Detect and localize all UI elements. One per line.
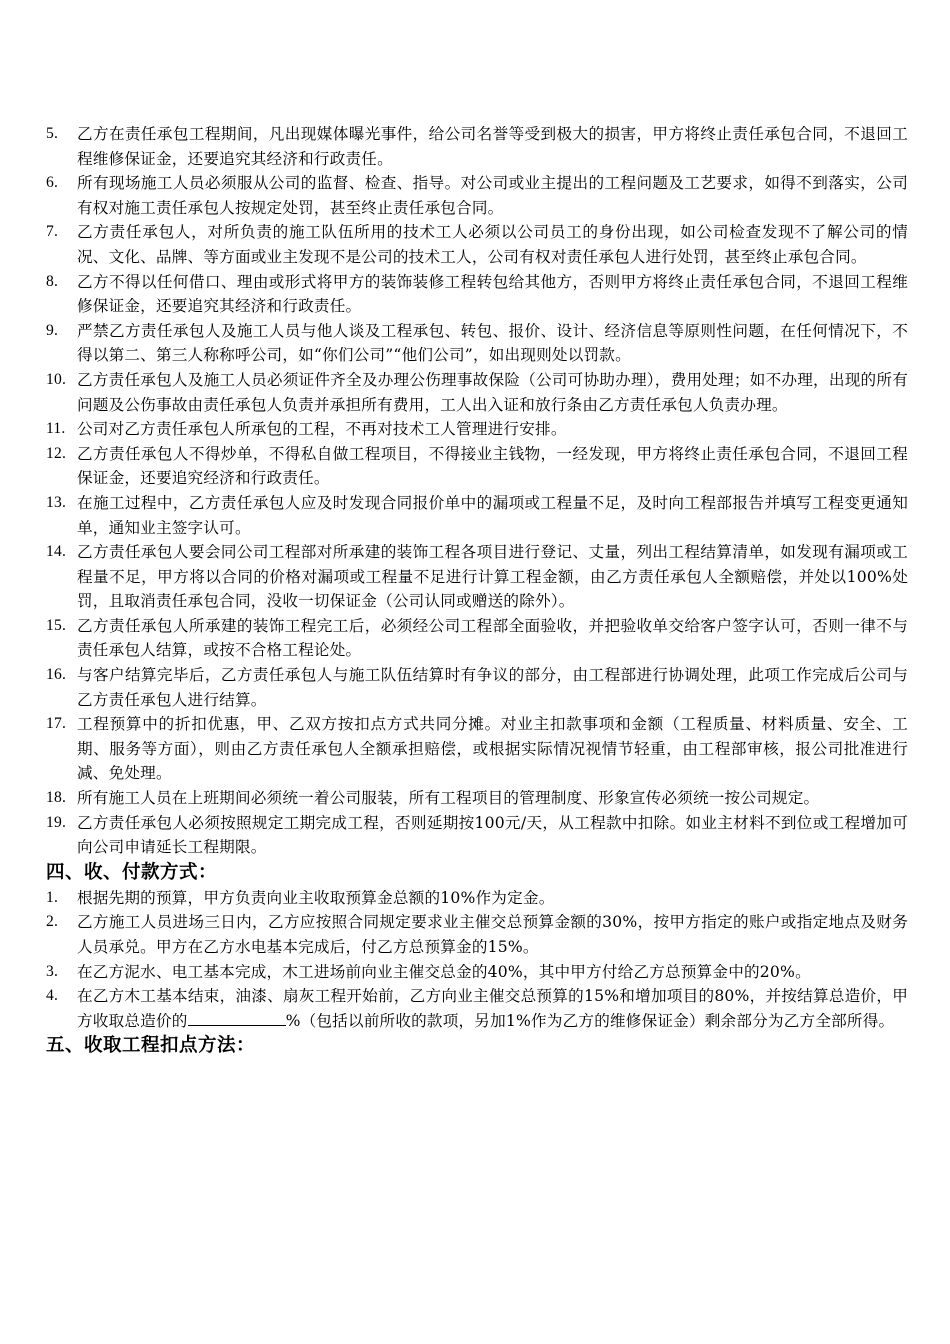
section-four-list (46, 886, 908, 1034)
list-item: 12. 乙方责任承包人不得炒单，不得私自做工程项目，不得接业主钱物，一经发现，甲方将终止责任承包合同，不退回工程保证金，还要追究经济和行政责任。 (46, 444, 908, 488)
list-item-text: 根据先期的预算，甲方负责向业主收取预算金总额的10%作为定金。 (77, 888, 555, 907)
list-item: 1. 根据先期的预算，甲方负责向业主收取预算金总额的10%作为定金。 (46, 888, 555, 907)
list-item: 8. 乙方不得以任何借口、理由或形式将甲方的装饰装修工程转包给其他方，否则甲方将终止责任承包合同，不退回工程维修保证金，还要追究其经济和行政责任。 (46, 272, 908, 316)
list-item: 19. 乙方责任承包人必须按照规定工期完成工程，否则延期按100元/天，从工程款中扣除。如业主材料不到位或工程增加可向公司申请延长工程期限。 (46, 813, 908, 857)
list-item: 15. 乙方责任承包人所承建的装饰工程完工后，必须经公司工程部全面验收，并把验收单交给客户签字认可，否则一律不与责任承包人结算，或按不合格工程论处。 (46, 616, 908, 660)
list-item-text: 乙方不得以任何借口、理由或形式将甲方的装饰装修工程转包给其他方，否则甲方将终止责任承包合同，不退回工程维修保证金，还要追究其经济和行政责任。 (77, 272, 908, 316)
list-item: 16. 与客户结算完毕后，乙方责任承包人与施工队伍结算时有争议的部分，由工程部进行协调处理，此项工作完成后公司与乙方责任承包人进行结算。 (46, 666, 908, 709)
list-item-text: 乙方责任承包人，对所负责的施工队伍所用的技术工人必须以公司员工的身份出现，如公司检查发现不了解公司的情况、文化、品牌、等方面或业主发现不是公司的技术工人，公司有权对责任承包人进行处罚，甚至终止承包合同。 (77, 223, 908, 266)
list-item-text: 乙方在责任承包工程期间，凡出现媒体曝光事件，给公司名誉等受到极大的损害，甲方将终止责任承包合同，不退回工程维修保证金，还要追究其经济和行政责任。 (77, 125, 908, 168)
list-item-text: 工程预算中的折扣优惠，甲、乙双方按扣点方式共同分摊。对业主扣款事项和金额（工程质量、材料质量、安全、工期、服务等方面），则由乙方责任承包人全额承担赔偿，或根据实际情况视情节轻重，由工程部审核，报公司批准进行减、免处理。 (77, 715, 908, 783)
list-item: 7. 乙方责任承包人，对所负责的施工队伍所用的技术工人必须以公司员工的身份出现，如公司检查发现不了解公司的情况、文化、品牌、等方面或业主发现不是公司的技术工人，公司有权对责任承包人进行处罚，甚至终止承包合同。 (46, 223, 908, 266)
list-item: 14. 乙方责任承包人要会同公司工程部对所承建的装饰工程各项目进行登记、丈量，列出工程结算清单，如发现有漏项或工程量不足，甲方将以合同的价格对漏项或工程量不足进行计算工程金额，由乙方责任承包人全额赔偿，并处以100%处罚，且取消责任承包合同，没收一切保证金（公司认同或赠送的除外）。 (46, 543, 908, 611)
list-item: 10. 乙方责任承包人及施工人员必须证件齐全及办理公伤理事故保险（公司可协助办理），费用处理；如不办理，出现的所有问题及公伤事故由责任承包人负责并承担所有费用，工人出入证和放行条由乙方责任承包人负责办理。 (46, 370, 908, 414)
list-item-text: 在乙方泥水、电工基本完成，木工进场前向业主催交总金的40%，其中甲方付给乙方总预算金中的20%。 (77, 962, 811, 981)
document-page (46, 122, 908, 1059)
section-three-list (46, 122, 908, 860)
list-item: 5. 乙方在责任承包工程期间，凡出现媒体曝光事件，给公司名誉等受到极大的损害，甲方将终止责任承包合同，不退回工程维修保证金，还要追究其经济和行政责任。 (46, 125, 908, 168)
list-item-text: 与客户结算完毕后，乙方责任承包人与施工队伍结算时有争议的部分，由工程部进行协调处理，此项工作完成后公司与乙方责任承包人进行结算。 (77, 666, 908, 709)
list-item-text: 公司对乙方责任承包人所承包的工程，不再对技术工人管理进行安排。 (77, 420, 567, 439)
list-item-text: 严禁乙方责任承包人及施工人员与他人谈及工程承包、转包、报价、设计、经济信息等原则性问题，在任何情况下，不得以第二、第三人称称呼公司，如“你们公司”“他们公司”，如出现则处以罚款。 (77, 321, 908, 365)
list-item: 4. 在乙方木工基本结束，油漆、扇灰工程开始前，乙方向业主催交总预算的15%和增加项目的80%，并按结算总造价，甲方收取总造价的 %（包括以前所收的款项，另加1%作为乙方的维修保证金）剩余部分为乙方全部所得。 (46, 987, 908, 1030)
list-item: 18. 所有施工人员在上班期间必须统一着公司服装，所有工程项目的管理制度、形象宣传必须统一按公司规定。 (46, 789, 820, 808)
fill-in-blank[interactable] (188, 1011, 286, 1026)
list-item: 3. 在乙方泥水、电工基本完成，木工进场前向业主催交总金的40%，其中甲方付给乙方总预算金中的20%。 (46, 962, 811, 981)
list-item-text: 乙方责任承包人必须按照规定工期完成工程，否则延期按100元/天，从工程款中扣除。如业主材料不到位或工程增加可向公司申请延长工程期限。 (77, 813, 908, 857)
list-item: 11. 公司对乙方责任承包人所承包的工程，不再对技术工人管理进行安排。 (46, 420, 567, 439)
list-item-text: 所有现场施工人员必须服从公司的监督、检查、指导。对公司或业主提出的工程问题及工艺要求，如得不到落实，公司有权对施工责任承包人按规定处罚，甚至终止责任承包合同。 (77, 174, 908, 217)
list-item-text: 所有施工人员在上班期间必须统一着公司服装，所有工程项目的管理制度、形象宣传必须统一按公司规定。 (77, 789, 820, 808)
section-five-heading: 五、收取工程扣点方法： (46, 1035, 256, 1057)
list-item-text: 乙方责任承包人及施工人员必须证件齐全及办理公伤理事故保险（公司可协助办理），费用处理；如不办理，出现的所有问题及公伤事故由责任承包人负责并承担所有费用，工人出入证和放行条由乙方责任承包人负责办理。 (77, 370, 908, 414)
list-item-text: 乙方施工人员进场三日内，乙方应按照合同规定要求业主催交总预算金额的30%，按甲方指定的账户或指定地点及财务人员承兑。甲方在乙方水电基本完成后，付乙方总预算金的15%。 (77, 913, 908, 956)
list-item: 9. 严禁乙方责任承包人及施工人员与他人谈及工程承包、转包、报价、设计、经济信息等原则性问题，在任何情况下，不得以第二、第三人称称呼公司，如“你们公司”“他们公司”，如出现则处以罚款。 (46, 321, 908, 365)
list-item-text-after: %（包括以前所收的款项，另加1%作为乙方的维修保证金）剩余部分为乙方全部所得。 (285, 1011, 895, 1030)
list-item-text: 乙方责任承包人所承建的装饰工程完工后，必须经公司工程部全面验收，并把验收单交给客户签字认可，否则一律不与责任承包人结算，或按不合格工程论处。 (77, 616, 908, 660)
list-item: 2. 乙方施工人员进场三日内，乙方应按照合同规定要求业主催交总预算金额的30%，按甲方指定的账户或指定地点及财务人员承兑。甲方在乙方水电基本完成后，付乙方总预算金的15%。 (46, 913, 908, 956)
list-item: 13. 在施工过程中，乙方责任承包人应及时发现合同报价单中的漏项或工程量不足，及时向工程部报告并填写工程变更通知单，通知业主签字认可。 (46, 493, 908, 537)
section-four-heading: 四、收、付款方式： (46, 861, 218, 883)
list-item-text: 在施工过程中，乙方责任承包人应及时发现合同报价单中的漏项或工程量不足，及时向工程部报告并填写工程变更通知单，通知业主签字认可。 (77, 493, 908, 537)
list-item-text: 乙方责任承包人要会同公司工程部对所承建的装饰工程各项目进行登记、丈量，列出工程结算清单，如发现有漏项或工程量不足，甲方将以合同的价格对漏项或工程量不足进行计算工程金额，由乙方责任承包人全额赔偿，并处以100%处罚，且取消责任承包合同，没收一切保证金（公司认同或赠送的除外）。 (77, 543, 908, 611)
list-item: 6. 所有现场施工人员必须服从公司的监督、检查、指导。对公司或业主提出的工程问题及工艺要求，如得不到落实，公司有权对施工责任承包人按规定处罚，甚至终止责任承包合同。 (46, 174, 908, 217)
list-item-text: 乙方责任承包人不得炒单，不得私自做工程项目，不得接业主钱物，一经发现，甲方将终止责任承包合同，不退回工程保证金，还要追究经济和行政责任。 (77, 444, 908, 488)
list-item: 17. 工程预算中的折扣优惠，甲、乙双方按扣点方式共同分摊。对业主扣款事项和金额（工程质量、材料质量、安全、工期、服务等方面），则由乙方责任承包人全额承担赔偿，或根据实际情况视情节轻重，由工程部审核，报公司批准进行减、免处理。 (46, 715, 908, 783)
list-item-text-before: 在乙方木工基本结束，油漆、扇灰工程开始前，乙方向业主催交总预算的15%和增加项目的80%，并按结算总造价，甲方收取总造价的 (77, 987, 908, 1030)
